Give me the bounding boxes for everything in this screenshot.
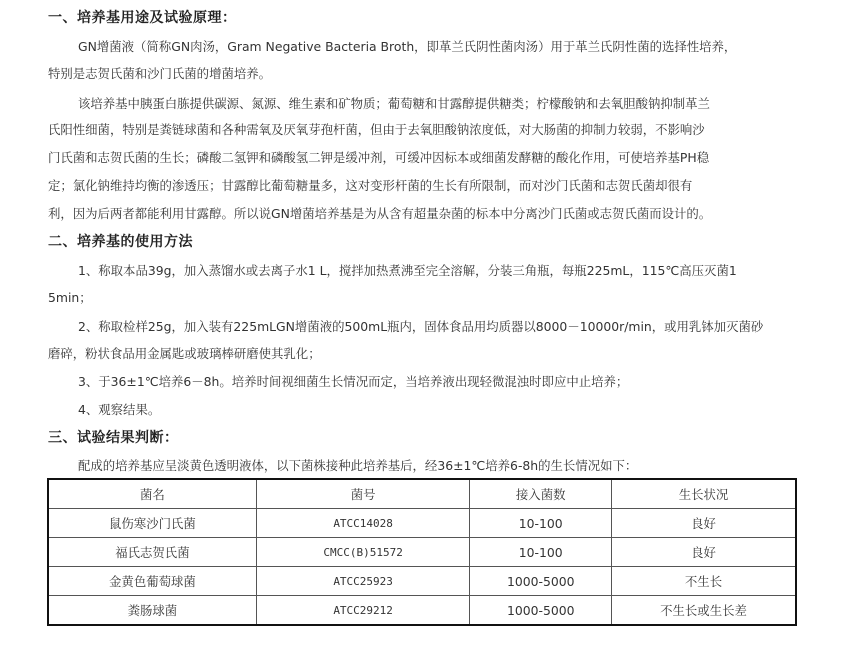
s1-p1-line1: GN增菌液（简称GN肉汤，Gram Negative Bacteria Broth，即革兰氏阴性菌肉汤）用于革兰氏阴性菌的选择性培养， [78,39,737,54]
header-strain: 菌名 [48,479,256,509]
table-row [48,596,796,626]
s1-p2-line1: 该培养基中胰蛋白胨提供碳源、氮源、维生素和矿物质；葡萄糖和甘露醇提供糖类；柠檬酸钠和去氧胆酸钠抑制革兰 [78,96,710,111]
s1-p1-line2: 特别是志贺氏菌和沙门氏菌的增菌培养。 [48,66,272,81]
cell-inoculum: 10-100 [470,509,612,538]
cell-strain-id: CMCC(B)51572 [256,538,470,567]
cell-strain: 鼠伤寒沙门氏菌 [48,509,256,538]
s1-p2-line4: 定；氯化钠维持均衡的渗透压；甘露醇比葡萄糖量多，这对变形杆菌的生长有所限制，而对沙门氏菌和志贺氏菌却很有 [48,178,693,193]
cell-inoculum: 1000-5000 [470,596,612,626]
table-row [48,567,796,596]
cell-growth: 不生长 [612,567,796,596]
section2-heading: 二、培养基的使用方法 [48,234,193,250]
cell-strain: 金黄色葡萄球菌 [48,567,256,596]
table-header-row [48,479,796,509]
cell-strain-id: ATCC25923 [256,567,470,596]
s2-step4: 4、观察结果。 [78,402,161,417]
header-strain-id: 菌号 [256,479,470,509]
result-table [47,478,797,626]
cell-strain: 福氏志贺氏菌 [48,538,256,567]
s1-p2-line2: 氏阳性细菌，特别是粪链球菌和各种需氧及厌氧芽孢杆菌，但由于去氧胆酸钠浓度低，对大肠菌的抑制力较弱，不影响沙 [48,122,705,137]
cell-strain-id: ATCC29212 [256,596,470,626]
cell-growth: 良好 [612,538,796,567]
cell-growth: 不生长或生长差 [612,596,796,626]
table-row [48,538,796,567]
cell-strain: 粪肠球菌 [48,596,256,626]
s1-p2-line3: 门氏菌和志贺氏菌的生长；磷酸二氢钾和磷酸氢二钾是缓冲剂，可缓冲因标本或细菌发酵糖的酸化作用，可使培养基PH稳 [48,150,710,165]
table-row [48,509,796,538]
s2-step3: 3、于36±1℃培养6－8h。培养时间视细菌生长情况而定，当培养液出现轻微混浊时即应中止培养； [78,374,629,389]
section3-heading: 三、试验结果判断： [48,430,179,446]
cell-inoculum: 10-100 [470,538,612,567]
s2-step1-line1: 1、称取本品39g，加入蒸馏水或去离子水1 L，搅拌加热煮沸至完全溶解，分装三角瓶，每瓶225mL，115℃高压灭菌1 [78,263,737,278]
s2-step1-line2: 5min； [48,290,92,305]
section1-heading: 一、培养基用途及试验原理： [48,10,237,26]
s3-intro: 配成的培养基应呈淡黄色透明液体，以下菌株接种此培养基后，经36±1℃培养6-8h的生长情况如下： [78,458,638,473]
s1-p2-line5: 利，因为后两者都能利用甘露醇。所以说GN增菌培养基是为从含有超量杂菌的标本中分离沙门氏菌或志贺氏菌而设计的。 [48,206,712,221]
cell-growth: 良好 [612,509,796,538]
header-growth: 生长状况 [612,479,796,509]
s2-step2-line1: 2、称取检样25g，加入装有225mLGN增菌液的500mL瓶内，固体食品用均质器以8000－10000r/min，或用乳钵加灭菌砂 [78,319,764,334]
cell-inoculum: 1000-5000 [470,567,612,596]
header-inoculum: 接入菌数 [470,479,612,509]
cell-strain-id: ATCC14028 [256,509,470,538]
s2-step2-line2: 磨碎，粉状食品用金属匙或玻璃棒研磨使其乳化； [48,346,321,361]
